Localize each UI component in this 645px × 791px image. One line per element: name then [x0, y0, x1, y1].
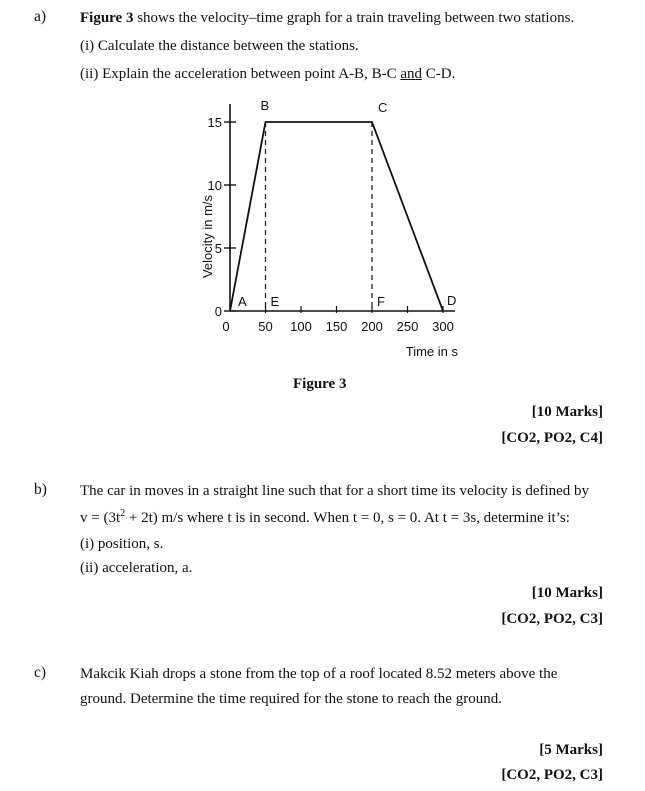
x-tick-label: 200 [361, 319, 383, 334]
section-a-intro [80, 9, 574, 27]
section-c-line-1: Makcik Kiah drops a stone from the top of a roof located 8.52 meters above the [80, 666, 558, 682]
section-b-line-2 [80, 508, 570, 527]
y-tick-label: 5 [214, 241, 222, 256]
y-tick-label: 15 [207, 115, 222, 130]
point-label-b: B [260, 98, 270, 113]
x-tick-label: 50 [258, 319, 273, 334]
section-c-marks: [5 Marks] [539, 742, 603, 758]
velocity-series-line [230, 122, 443, 311]
section-c-line-2: ground. Determine the time required for the stone to reach the ground. [80, 691, 502, 707]
section-b-marks: [10 Marks] [531, 585, 603, 601]
x-tick-label: 250 [396, 319, 419, 334]
velocity-eq-post: + 2t) m/s where t is in second. When t = 0, s = 0. At t = 3s, determine it’s: [125, 510, 570, 526]
figure-ref: Figure 3 [80, 10, 134, 26]
velocity-time-chart [180, 95, 480, 365]
figure-caption: Figure 3 [293, 376, 347, 392]
point-label-e: E [270, 294, 280, 309]
x-tick-label: 150 [325, 319, 348, 334]
q2-and: and [400, 66, 422, 82]
x-tick-label: 0 [222, 319, 230, 334]
x-tick-label: 100 [290, 319, 312, 334]
x-axis-title: Time in s [405, 344, 458, 359]
velocity-eq-pre: v = (3t [80, 510, 121, 526]
section-c-label: c) [34, 664, 47, 681]
section-a-label: a) [34, 8, 47, 25]
point-label-a: A [238, 294, 247, 309]
q2-prefix: (ii) Explain the acceleration between point A-B, B-C [80, 66, 401, 82]
y-axis-title: Velocity in m/s [200, 194, 215, 279]
y-tick-label: 10 [207, 178, 222, 193]
section-b-outcomes: [CO2, PO2, C3] [501, 611, 603, 627]
point-label-f: F [377, 294, 385, 309]
point-label-d: D [447, 293, 457, 308]
section-a-outcomes: [CO2, PO2, C4] [501, 430, 603, 446]
section-a-question-1: (i) Calculate the distance between the stations. [80, 38, 359, 54]
x-tick-label: 300 [432, 319, 454, 334]
section-a-question-2 [80, 65, 455, 83]
point-label-c: C [378, 100, 388, 115]
q2-suffix: C-D. [422, 66, 456, 82]
section-b-question-2: (ii) acceleration, a. [80, 560, 193, 576]
velocity-eq-sup: 2 [120, 508, 126, 519]
section-b-label: b) [34, 481, 47, 498]
section-c-outcomes: [CO2, PO2, C3] [501, 767, 603, 783]
section-a-marks: [10 Marks] [531, 404, 603, 420]
y-tick-label: 0 [214, 304, 222, 319]
section-a-intro-text: shows the velocity–time graph for a train traveling between two stations. [133, 10, 575, 26]
section-b-question-1: (i) position, s. [80, 536, 164, 552]
section-b-line-1: The car in moves in a straight line such that for a short time its velocity is defined by [80, 483, 590, 499]
